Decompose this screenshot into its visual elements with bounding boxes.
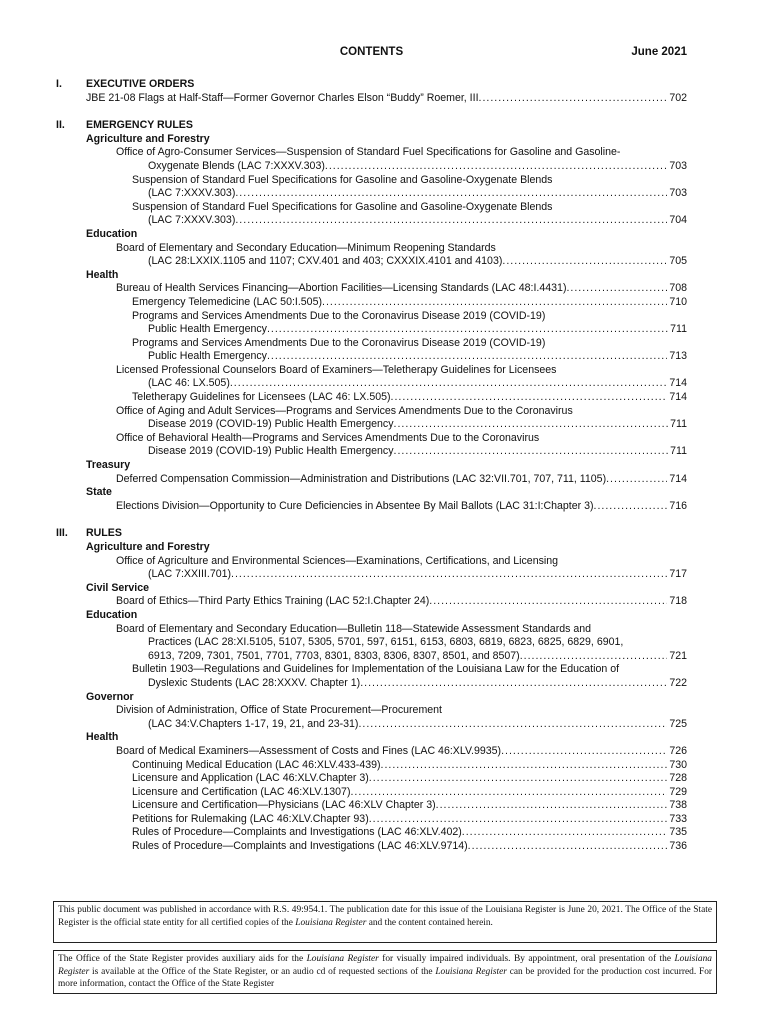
section-number: I.: [56, 78, 62, 90]
category-heading: Education: [86, 608, 138, 621]
category-heading: Education: [86, 227, 138, 240]
toc-entry[interactable]: [86, 799, 687, 813]
entry-title: Petitions for Rulemaking (LAC 46:XLV.Chapter 93): [132, 812, 369, 825]
entry-title-cont: 6913, 7209, 7301, 7501, 7701, 7703, 8301, 8303, 8306, 8307, 8501, and 8507): [148, 649, 520, 662]
category-heading: Governor: [86, 690, 134, 703]
toc-entry[interactable]: [86, 663, 687, 690]
toc-entry[interactable]: [86, 432, 687, 459]
entry-page: 725: [669, 717, 687, 730]
category-heading: Agriculture and Forestry: [86, 132, 210, 145]
section-rules: [56, 527, 687, 853]
section-number: III.: [56, 527, 68, 540]
entry-title: Bureau of Health Services Financing—Abortion Facilities—Licensing Standards (LAC 48:I.4431): [116, 282, 567, 295]
entry-title: Licensure and Application (LAC 46:XLV.Chapter 3): [132, 772, 369, 785]
category-heading: Civil Service: [86, 581, 150, 594]
entry-page: 721: [669, 649, 687, 662]
entry-title-cont: Public Health Emergency: [148, 323, 267, 336]
entry-title-cont: Public Health Emergency: [148, 350, 267, 363]
entry-title-cont: (LAC 7:XXXV.303): [148, 214, 236, 227]
toc-entry[interactable]: [86, 772, 687, 786]
entry-page: 733: [669, 812, 687, 825]
entry-page: 705: [669, 255, 687, 268]
entry-title: Board of Medical Examiners—Assessment of Costs and Fines (LAC 46:XLV.9935): [116, 744, 502, 757]
entry-title-cont: (LAC 34:V.Chapters 1-17, 19, 21, and 23-31): [148, 717, 359, 730]
issue-date: June 2021: [631, 46, 687, 58]
entry-title-cont: (LAC 7:XXXV.303): [148, 187, 236, 200]
entry-title: Licensed Professional Counselors Board of Examiners—Teletherapy Guidelines for Licensees: [116, 363, 557, 376]
entry-page: 713: [669, 350, 687, 363]
entry-page: 716: [669, 499, 687, 512]
toc-entry[interactable]: [86, 745, 687, 759]
category-heading: Health: [86, 731, 119, 744]
entry-title: Suspension of Standard Fuel Specifications for Gasoline and Gasoline-Oxygenate Blends: [132, 200, 553, 213]
entry-page: 710: [669, 295, 687, 308]
entry-page: 714: [669, 377, 687, 390]
category-heading: State: [86, 486, 112, 499]
toc-entry[interactable]: [86, 704, 687, 731]
toc-entry[interactable]: [86, 282, 687, 296]
entry-title-cont: Disease 2019 (COVID-19) Public Health Emergency: [148, 445, 394, 458]
entry-title: Deferred Compensation Commission—Administration and Distributions (LAC 32:VII.701, 707, 711, 1105): [116, 472, 607, 485]
toc-entry[interactable]: [86, 364, 687, 391]
entry-page: 718: [669, 595, 687, 608]
toc-entry[interactable]: [86, 500, 687, 514]
entry-page: 703: [669, 159, 687, 172]
toc-entry[interactable]: [86, 296, 687, 310]
entry-page: 726: [669, 744, 687, 757]
contents-title: CONTENTS: [339, 46, 404, 58]
toc-entry[interactable]: [86, 174, 687, 201]
toc-entry[interactable]: [86, 759, 687, 773]
toc-entry[interactable]: [86, 595, 687, 609]
entry-page: 717: [669, 568, 687, 581]
entry-title-cont: (LAC 7:XXIII.701): [148, 568, 232, 581]
entry-title: Rules of Procedure—Complaints and Investigations (LAC 46:XLV.9714): [132, 840, 468, 853]
accessibility-notice: The Office of the State Register provides auxiliary aids for the Louisiana Register for visually impaired individuals. By appointment, oral presentation of the Louisiana Register is available at the Office of the State Register, or an audio cd of requested sections of the Louisiana Register can be provided for the production cost incurred. For more information, contact the Office of the State Register: [53, 950, 717, 994]
entry-page: 738: [669, 799, 687, 812]
entry-title: Suspension of Standard Fuel Specifications for Gasoline and Gasoline-Oxygenate Blends: [132, 173, 553, 186]
entry-page: 722: [669, 676, 687, 689]
entry-title-cont: Disease 2019 (COVID-19) Public Health Emergency: [148, 418, 394, 431]
toc-entry[interactable]: [86, 146, 687, 173]
toc-entry[interactable]: [86, 92, 687, 106]
contents-header: [56, 46, 687, 62]
entry-title: Rules of Procedure—Complaints and Investigations (LAC 46:XLV.402): [132, 826, 462, 839]
table-of-contents: [56, 78, 687, 854]
toc-entry[interactable]: [86, 623, 687, 664]
entry-page: 703: [669, 187, 687, 200]
section-emergency-rules: [56, 119, 687, 513]
entry-title-cont: Oxygenate Blends (LAC 7:XXXV.303): [148, 159, 325, 172]
entry-page: 708: [669, 282, 687, 295]
publication-notice: This public document was published in accordance with R.S. 49:954.1. The publication date for this issue of the Louisiana Register is June 20, 2021. The Office of the State Register is the official state entity for all certified copies of the Louisiana Register and the content contained herein.: [53, 901, 717, 943]
category-heading: Agriculture and Forestry: [86, 541, 210, 553]
entry-page: 735: [669, 826, 687, 839]
section-title: RULES: [86, 527, 122, 540]
entry-title: Office of Agro-Consumer Services—Suspension of Standard Fuel Specifications for Gasoline and Gasoline-: [116, 146, 621, 159]
toc-entry[interactable]: [86, 555, 687, 582]
entry-page: 729: [669, 785, 687, 798]
toc-entry[interactable]: [86, 473, 687, 487]
entry-title: Office of Aging and Adult Services—Programs and Services Amendments Due to the Coronavirus: [116, 404, 573, 417]
toc-entry[interactable]: [86, 337, 687, 364]
entry-title: Office of Agriculture and Environmental Sciences—Examinations, Certifications, and Licensing: [116, 554, 559, 567]
entry-title: Board of Elementary and Secondary Education—Bulletin 118—Statewide Assessment Standards and: [116, 622, 592, 635]
category-heading: Health: [86, 268, 119, 281]
entry-title: Board of Elementary and Secondary Education—Minimum Reopening Standards: [116, 241, 496, 254]
entry-title: JBE 21-08 Flags at Half-Staff—Former Governor Charles Elson “Buddy” Roemer, III: [86, 91, 479, 104]
section-executive-orders: [56, 78, 687, 105]
entry-page: 714: [669, 472, 687, 485]
entry-title: Bulletin 1903—Regulations and Guidelines for Implementation of the Louisiana Law for the Education of: [132, 663, 620, 676]
entry-title-cont: (LAC 28:LXXIX.1105 and 1107; CXV.401 and 403; CXXXIX.4101 and 4103): [148, 255, 503, 268]
entry-page: 702: [669, 91, 687, 104]
toc-entry[interactable]: [86, 201, 687, 228]
toc-entry[interactable]: [86, 826, 687, 840]
toc-entry[interactable]: [86, 310, 687, 337]
entry-title: Division of Administration, Office of State Procurement—Procurement: [116, 704, 442, 717]
entry-title: Programs and Services Amendments Due to the Coronavirus Disease 2019 (COVID-19): [132, 309, 546, 322]
entry-title: Teletherapy Guidelines for Licensees (LAC 46: LX.505): [132, 391, 391, 404]
toc-entry[interactable]: [86, 405, 687, 432]
toc-entry[interactable]: [86, 840, 687, 854]
entry-title: Office of Behavioral Health—Programs and Services Amendments Due to the Coronavirus: [116, 431, 540, 444]
entry-page: 730: [669, 758, 687, 771]
entry-page: 711: [670, 445, 687, 458]
entry-page: 711: [670, 323, 687, 336]
entry-title: Licensure and Certification—Physicians (LAC 46:XLV Chapter 3): [132, 799, 436, 812]
toc-entry[interactable]: [86, 786, 687, 800]
category-heading: Treasury: [86, 459, 131, 472]
entry-page: 714: [669, 391, 687, 404]
entry-title-cont: Practices (LAC 28:XI.5105, 5107, 5305, 5701, 597, 6151, 6153, 6803, 6819, 6823, 6825, 6829, 6901,: [148, 636, 624, 649]
entry-page: 728: [669, 772, 687, 785]
entry-title: Board of Ethics—Third Party Ethics Training (LAC 52:I.Chapter 24): [116, 595, 430, 608]
section-title: EMERGENCY RULES: [86, 119, 193, 132]
section-number: II.: [56, 119, 65, 132]
entry-page: 736: [669, 840, 687, 853]
entry-title-cont: Dyslexic Students (LAC 28:XXXV. Chapter 1): [148, 676, 361, 689]
toc-entry[interactable]: [86, 391, 687, 405]
section-title: EXECUTIVE ORDERS: [86, 78, 195, 90]
entry-page: 704: [669, 214, 687, 227]
entry-page: 711: [670, 418, 687, 431]
toc-entry[interactable]: [86, 813, 687, 827]
entry-title: Continuing Medical Education (LAC 46:XLV.433-439): [132, 758, 381, 771]
toc-entry[interactable]: [86, 242, 687, 269]
entry-title: Programs and Services Amendments Due to the Coronavirus Disease 2019 (COVID-19): [132, 336, 546, 349]
entry-title: Licensure and Certification (LAC 46:XLV.1307): [132, 785, 351, 798]
entry-title: Elections Division—Opportunity to Cure Deficiencies in Absentee By Mail Ballots (LAC 31:I:Chapter 3): [116, 499, 594, 512]
entry-title: Emergency Telemedicine (LAC 50:I.505): [132, 295, 322, 308]
entry-title-cont: (LAC 46: LX.505): [148, 377, 230, 390]
